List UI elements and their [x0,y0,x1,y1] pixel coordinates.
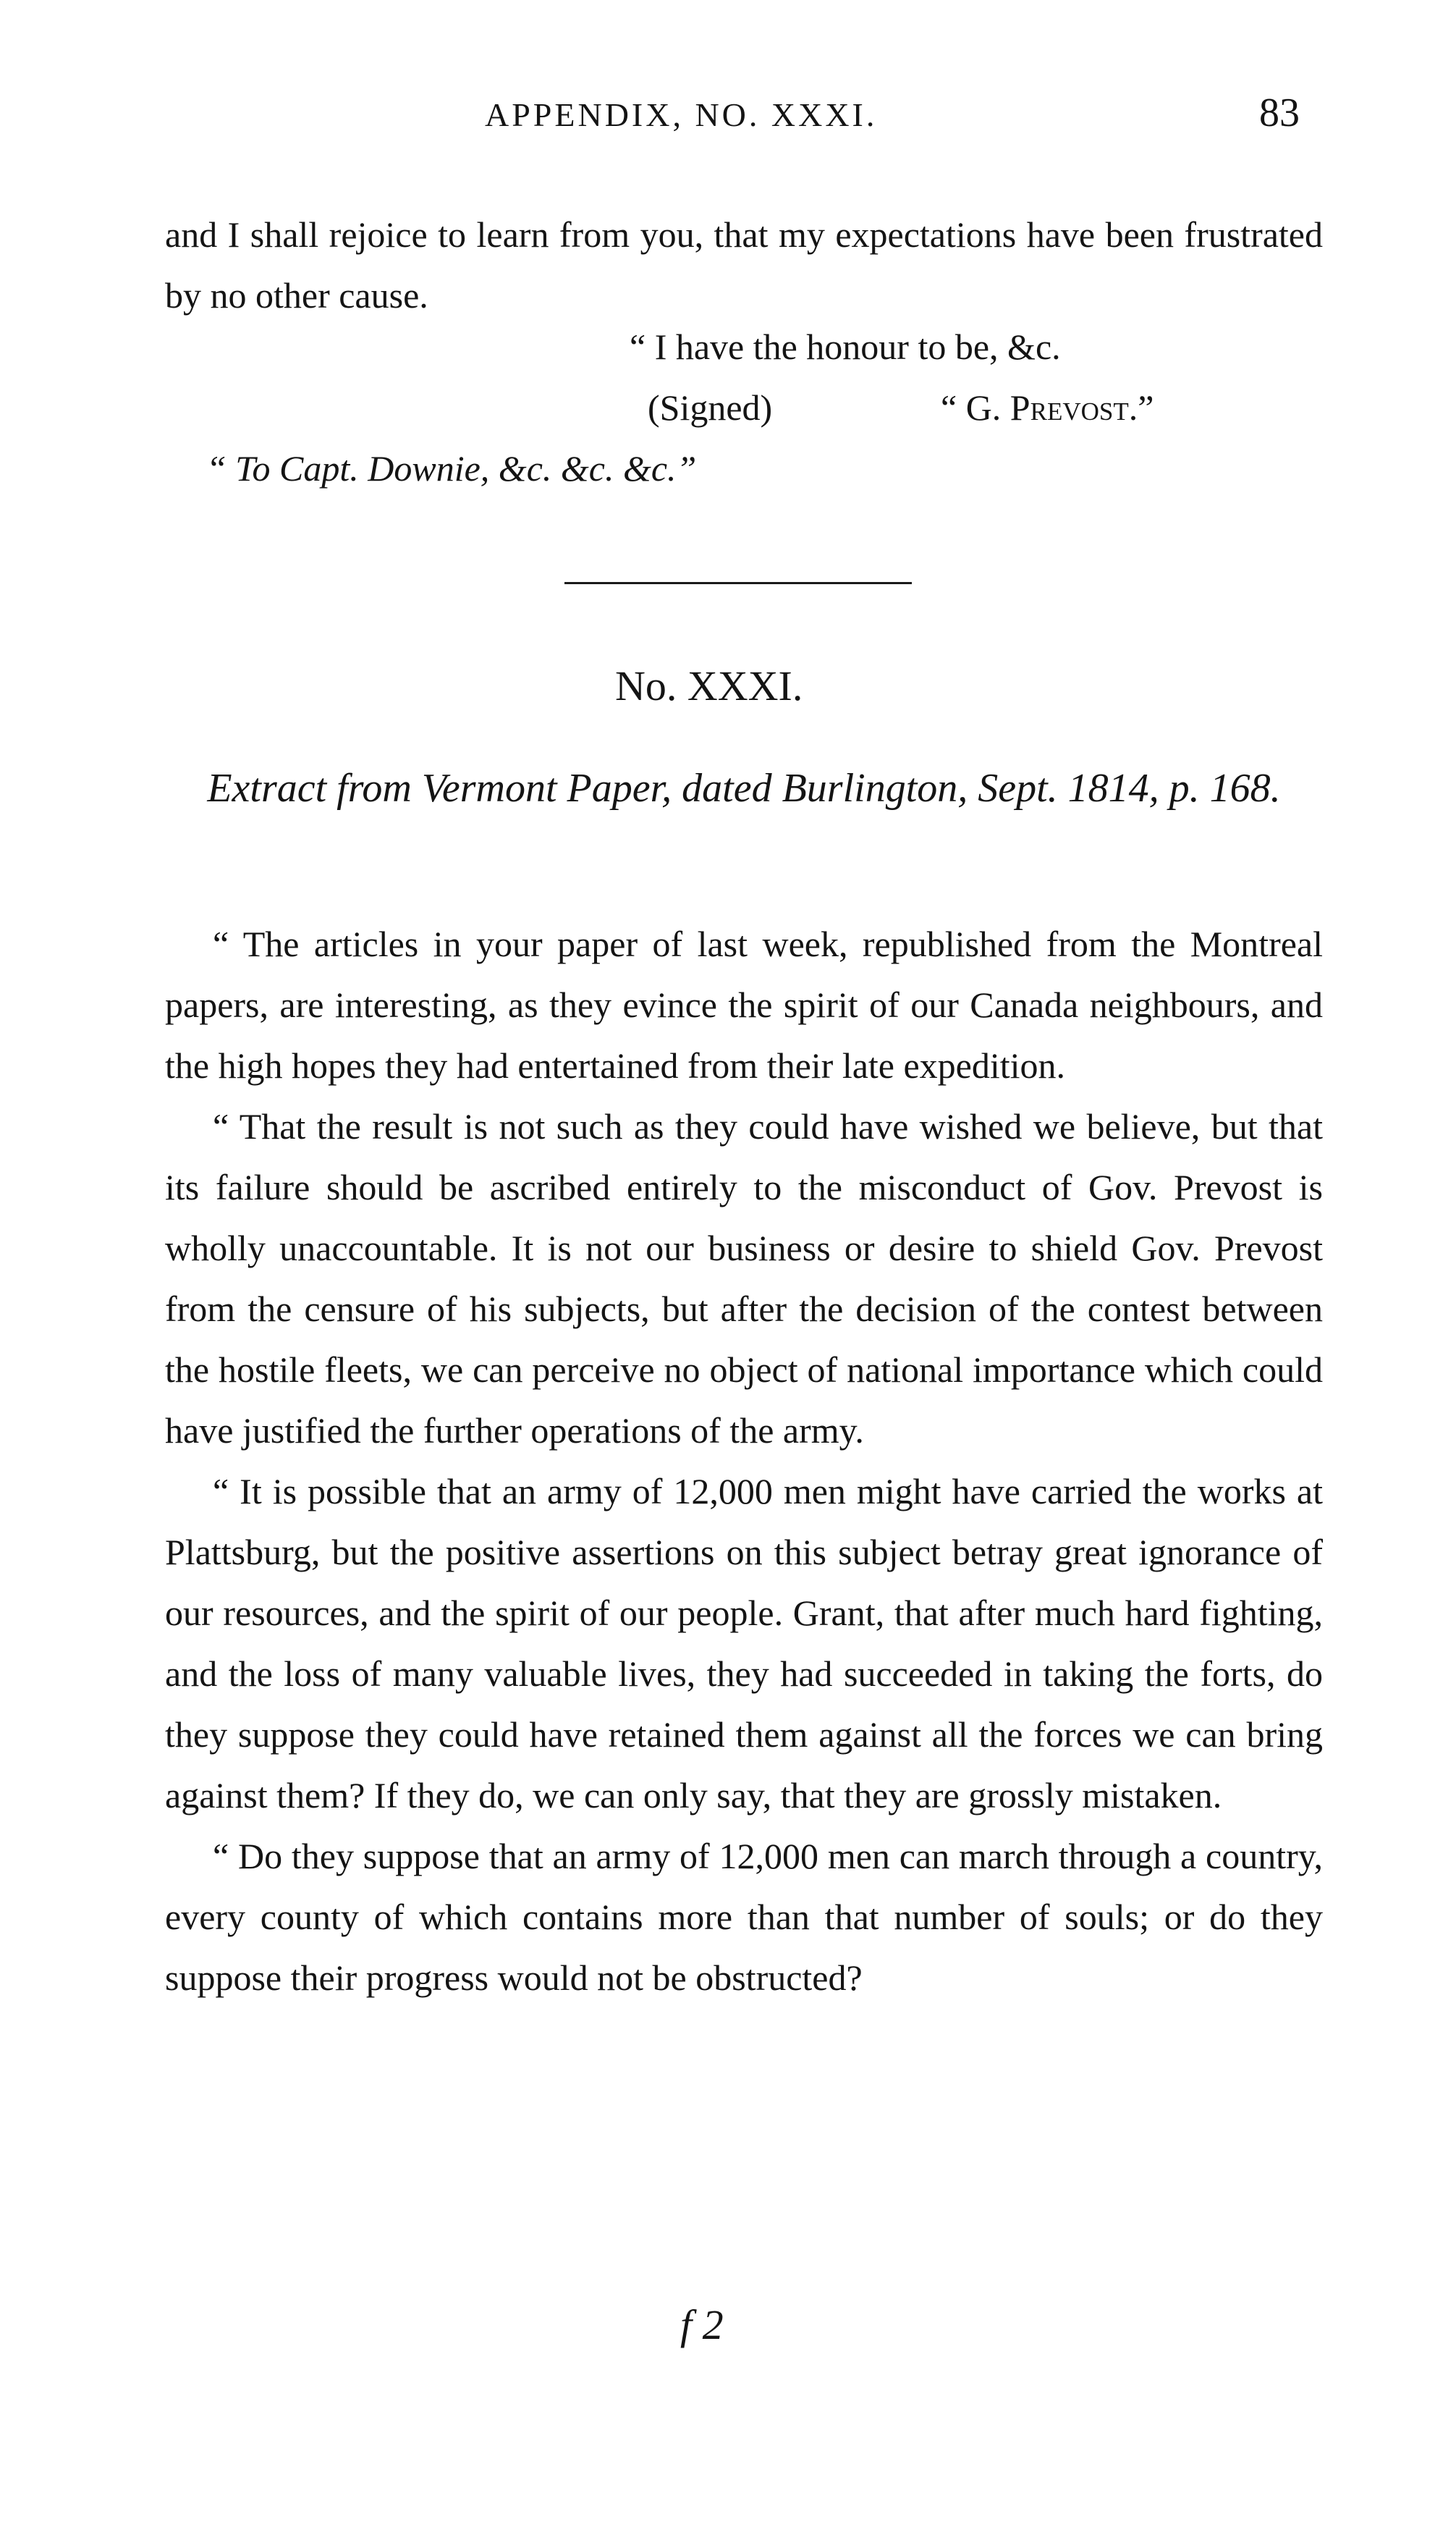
printer-signature-mark: f 2 [680,2301,724,2348]
running-header: APPENDIX, NO. XXXI. [485,96,878,133]
signed-label: (Signed) [648,387,773,428]
letter-addressee: “ To Capt. Downie, &c. &c. &c.” [206,448,697,489]
extract-title: Extract from Vermont Paper, dated Burlington, Sept. 1814, p. 168. [207,766,1281,811]
extract-body [165,914,1323,2008]
extract-paragraph-1: “ The articles in your paper of last week, republished from the Montreal papers, are interesting, as they evince the spirit of our Canada neighbours, and the high hopes they had entertained from their late expedition. [165,924,1323,1086]
extract-paragraph-3: “ It is possible that an army of 12,000 men might have carried the works at Plattsburg, but the positive assertions on this subject betray great ignorance of our resources, and the spirit of our people. Grant, that after much hard fighting, and the loss of many valuable lives, they had succeeded in taking the forts, do they suppose they could have retained them against all the forces we can bring against them? If they do, we can only say, that they are grossly mistaken. [165,1471,1323,1815]
extract-paragraph-4: “ Do they suppose that an army of 12,000 men can march through a country, every county of which contains more than that number of souls; or do they suppose their progress would not be obstructed? [165,1836,1323,1998]
letter-complimentary-close: “ I have the honour to be, &c. [630,326,1061,367]
section-number: No. XXXI. [615,662,803,709]
letter-signature: “ G. Prevost.” [941,387,1154,428]
letter-closing-paragraph [165,204,1323,326]
page-number: 83 [1259,90,1300,135]
extract-paragraph-2: “ That the result is not such as they could have wished we believe, but that its failure should be ascribed entirely to the misconduct of Gov. Prevost is wholly unaccountable. It is not our business or desire to shield Gov. Prevost from the censure of his subjects, but after the decision of the contest between the hostile fleets, we can perceive no object of national importance which could have justified the further operations of the army. [165,1106,1323,1451]
letter-closing-text: and I shall rejoice to learn from you, that my expectations have been frustrated by no other cause. [165,214,1323,316]
section-divider [564,582,912,584]
